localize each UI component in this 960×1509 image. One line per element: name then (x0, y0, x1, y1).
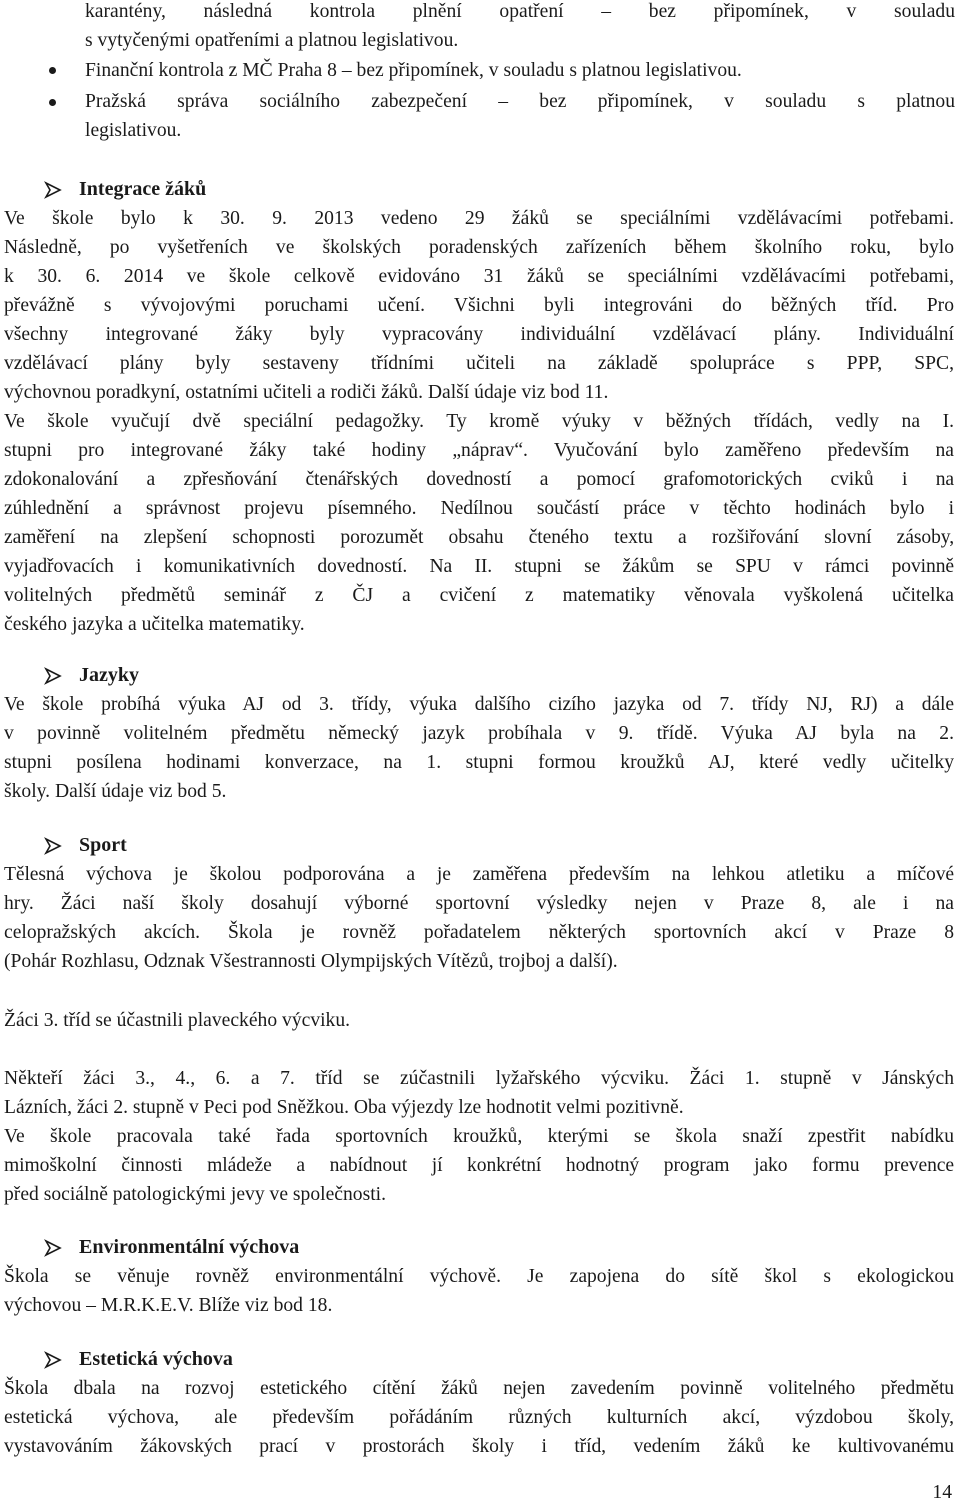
paragraph-line: výchovou – M.R.K.E.V. Blíže viz bod 18. (4, 1295, 333, 1316)
paragraph-line: hry. Žáci naší školy dosahují výborné sportovní výsledky nejen v Praze 8, ale i na (4, 893, 954, 914)
arrowhead-bullet-icon (44, 1239, 62, 1257)
paragraph-line: zaměření na zlepšení schopnosti porozumět obsahu čteného textu a rozšiřování slovní zásoby, (4, 527, 954, 548)
bullet-item-financni: Finanční kontrola z MČ Praha 8 – bez připomínek, v souladu s platnou legislativou. (85, 60, 742, 81)
paragraph-line: českého jazyka a učitelka matematiky. (4, 614, 305, 635)
paragraph-line: Ve škole vyučují dvě speciální pedagožky. Ty kromě výuky v běžných třídách, vedly na I. (4, 411, 954, 432)
paragraph-line: převážně s vývojovými poruchami učení. Všichni byli integrováni do běžných tříd. Pro (4, 295, 954, 316)
paragraph-line: vystavováním žákovských prací v prostorách školy i tříd, vedením žáků ke kultivovanému (4, 1436, 954, 1457)
paragraph-line: stupni pro integrované žáky také hodiny „náprav“. Vyučování bylo zaměřeno především na (4, 440, 954, 461)
paragraph-line: Následně, po vyšetřeních ve školských poradenských zařízeních během školního roku, bylo (4, 237, 954, 258)
paragraph-line: školy. Další údaje viz bod 5. (4, 781, 227, 802)
section-title: Estetická výchova (79, 1348, 233, 1370)
paragraph-line: Žáci 3. tříd se účastnili plaveckého výcviku. (4, 1010, 351, 1031)
paragraph-line: před sociálně patologickými jevy ve společnosti. (4, 1184, 386, 1205)
bullet-dot (49, 99, 56, 106)
paragraph-line: estetická výchova, ale především pořádáním různých kulturních akcí, výzdobou školy, (4, 1407, 954, 1428)
section-heading-sport (44, 831, 127, 860)
section-title: Integrace žáků (79, 178, 207, 200)
arrowhead-bullet-icon (44, 667, 62, 685)
arrowhead-bullet-icon (44, 181, 62, 199)
section-title: Environmentální výchova (79, 1236, 300, 1258)
arrowhead-bullet-icon (44, 1351, 62, 1369)
paragraph-line: Ve škole probíhá výuka AJ od 3. třídy, výuka dalšího cizího jazyka od 7. třídy NJ, RJ) a dále (4, 694, 954, 715)
bullet-dot (49, 67, 56, 74)
section-title: Sport (79, 834, 127, 856)
paragraph-line: Ve škole bylo k 30. 9. 2013 vedeno 29 žáků se speciálními vzdělávacími potřebami. (4, 208, 954, 229)
bullet-item-pssz-cont: legislativou. (85, 120, 182, 141)
section-heading-esteticka (44, 1345, 233, 1374)
section-heading-jazyky (44, 661, 139, 690)
arrowhead-bullet-icon (44, 837, 62, 855)
paragraph-line: volitelných předmětů seminář z ČJ a cvičení z matematiky věnovala vyškolená učitelka (4, 585, 954, 606)
paragraph-line: Škola se věnuje rovněž environmentální výchově. Je zapojena do sítě škol s ekologickou (4, 1266, 954, 1287)
paragraph-line: Tělesná výchova je školou podporována a je zaměřena především na lehkou atletiku a míčové (4, 864, 954, 885)
section-heading-integrace (44, 175, 206, 204)
paragraph-line: zdokonalování a zpřesňování čtenářských dovedností a pomocí grafomotorických cviků i na (4, 469, 954, 490)
page-number: 14 (932, 1482, 952, 1503)
paragraph-line: výchovnou poradkyní, ostatními učiteli a rodiči žáků. Další údaje viz bod 11. (4, 382, 609, 403)
continued-line-2: s vytyčenými opatřeními a platnou legislativou. (85, 30, 459, 51)
paragraph-line: k 30. 6. 2014 ve škole celkově evidováno 31 žáků se speciálními vzdělávacími potřebami, (4, 266, 954, 287)
paragraph-line: v povinně volitelném předmětu německý jazyk probíhala v 9. třídě. Výuka AJ byla na 2. (4, 723, 954, 744)
section-title: Jazyky (79, 664, 139, 686)
paragraph-line: všechny integrované žáky byly vypracovány individuální vzdělávací plány. Individuální (4, 324, 954, 345)
paragraph-line: Škola dbala na rozvoj estetického cítění žáků nejen zavedením povinně volitelného předmětu (4, 1378, 954, 1399)
continued-line-1: karantény, následná kontrola plnění opatření – bez připomínek, v souladu (85, 1, 955, 22)
paragraph-line: stupni posílena hodinami konverzace, na 1. stupni formou kroužků AJ, které vedly učitelky (4, 752, 954, 773)
paragraph-line: zúhlednění a správnost projevu písemného. Nedílnou součástí práce v těchto hodinách bylo i (4, 498, 954, 519)
paragraph-line: (Pohár Rozhlasu, Odznak Všestrannosti Olympijských Vítězů, trojboj a další). (4, 951, 618, 972)
paragraph-line: Lázních, žáci 2. stupně v Peci pod Sněžkou. Oba výjezdy lze hodnotit velmi pozitivně. (4, 1097, 684, 1118)
bullet-item-pssz: Pražská správa sociálního zabezpečení – bez připomínek, v souladu s platnou (85, 91, 955, 112)
paragraph-line: vzdělávací plány byly sestaveny třídními učiteli na základě spolupráce s PPP, SPC, (4, 353, 954, 374)
paragraph-line: Ve škole pracovala také řada sportovních kroužků, kterými se škola snaží zpestřit nabídku (4, 1126, 954, 1147)
paragraph-line: mimoškolní činnosti mládeže a nabídnout jí konkrétní hodnotný program jako formu prevence (4, 1155, 954, 1176)
section-heading-environmentalni (44, 1233, 299, 1262)
paragraph-line: celopražských akcích. Škola je rovněž pořadatelem některých sportovních akcí v Praze 8 (4, 922, 954, 943)
paragraph-line: Někteří žáci 3., 4., 6. a 7. tříd se zúčastnili lyžařského výcviku. Žáci 1. stupně v Jánských (4, 1068, 954, 1089)
paragraph-line: vyjadřovacích i komunikativních dovedností. Na II. stupni se žákům se SPU v rámci povinně (4, 556, 954, 577)
